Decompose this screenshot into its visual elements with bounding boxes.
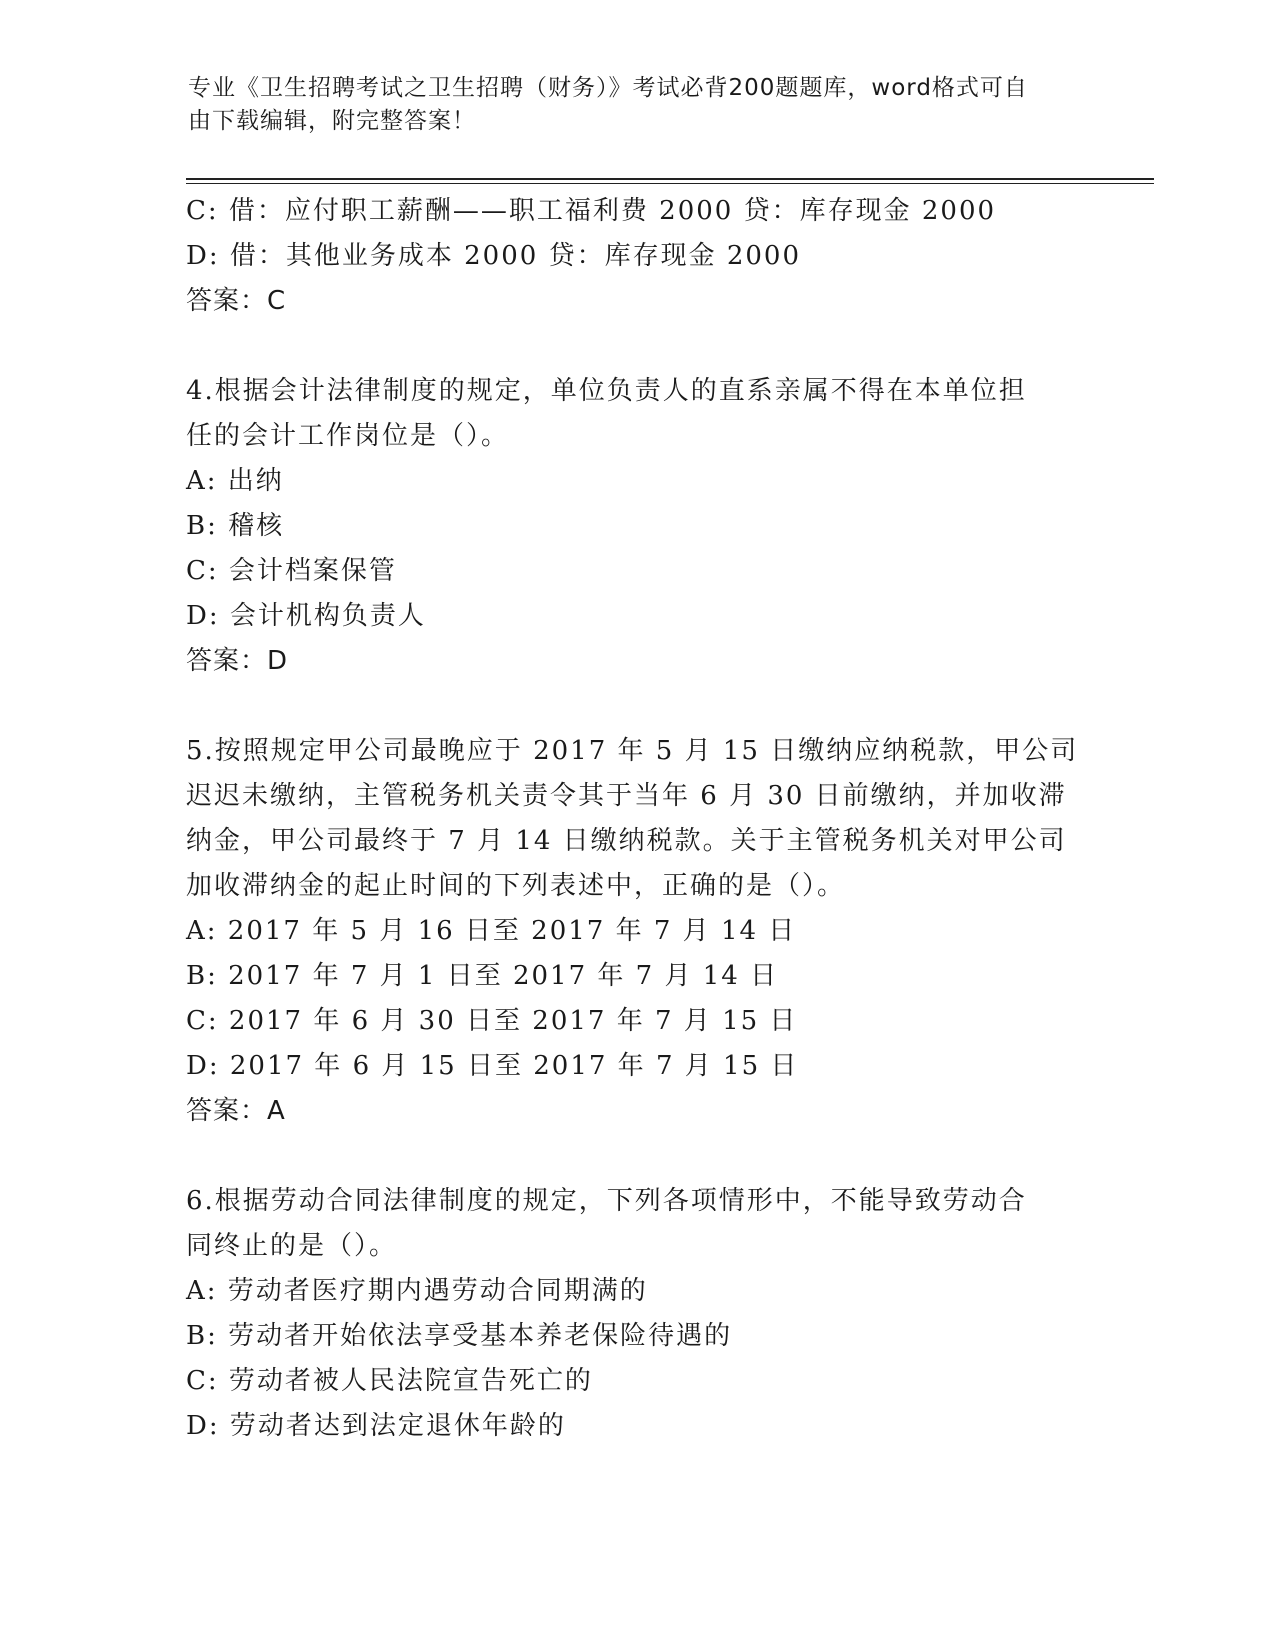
option-b: B: 2017 年 7 月 1 日至 2017 年 7 月 14 日 — [186, 961, 779, 991]
spacer — [186, 1134, 1086, 1179]
option-d: D: 借：其他业务成本 2000 贷：库存现金 2000 — [186, 241, 802, 271]
answer: 答案：C — [186, 286, 287, 316]
option-c: C: 借：应付职工薪酬——职工福利费 2000 贷：库存现金 2000 — [186, 196, 997, 226]
header-divider-thick — [186, 178, 1154, 180]
header-line-1: 专业《卫生招聘考试之卫生招聘（财务）》考试必背200题题库，word格式可自 — [188, 75, 1028, 101]
question-stem-line: 5.按照规定甲公司最晚应于 2017 年 5 月 15 日缴纳应纳税款，甲公司 — [186, 736, 1079, 766]
question-stem-line: 纳金，甲公司最终于 7 月 14 日缴纳税款。关于主管税务机关对甲公司 — [186, 826, 1067, 856]
question-4 — [186, 369, 1086, 684]
option-d: D: 劳动者达到法定退休年龄的 — [186, 1411, 566, 1441]
option-a: A: 出纳 — [186, 466, 284, 496]
question-5 — [186, 729, 1086, 1134]
answer: 答案：D — [186, 646, 289, 676]
option-a: A: 劳动者医疗期内遇劳动合同期满的 — [186, 1276, 648, 1306]
question-stem-line: 任的会计工作岗位是（）。 — [186, 421, 510, 451]
question-stem-line: 同终止的是（）。 — [186, 1231, 398, 1261]
question-stem-line: 加收滞纳金的起止时间的下列表述中，正确的是（）。 — [186, 871, 846, 901]
question-6 — [186, 1179, 1086, 1449]
question-list — [186, 189, 1086, 1449]
option-b: B: 劳动者开始依法享受基本养老保险待遇的 — [186, 1321, 733, 1351]
header-divider-thin — [186, 183, 1154, 184]
option-c: C: 劳动者被人民法院宣告死亡的 — [186, 1366, 593, 1396]
option-b: B: 稽核 — [186, 511, 285, 541]
question-stem-line: 迟迟未缴纳，主管税务机关责令其于当年 6 月 30 日前缴纳，并加收滞 — [186, 781, 1067, 811]
option-c: C: 2017 年 6 月 30 日至 2017 年 7 月 15 日 — [186, 1006, 798, 1036]
spacer — [186, 324, 1086, 369]
option-d: D: 2017 年 6 月 15 日至 2017 年 7 月 15 日 — [186, 1051, 799, 1081]
option-a: A: 2017 年 5 月 16 日至 2017 年 7 月 14 日 — [186, 916, 797, 946]
option-d: D: 会计机构负责人 — [186, 601, 426, 631]
question-stem-line: 4.根据会计法律制度的规定，单位负责人的直系亲属不得在本单位担 — [186, 376, 1027, 406]
question-3 — [186, 189, 1086, 324]
question-stem-line: 6.根据劳动合同法律制度的规定，下列各项情形中，不能导致劳动合 — [186, 1186, 1027, 1216]
spacer — [186, 684, 1086, 729]
option-c: C: 会计档案保管 — [186, 556, 397, 586]
header-line-2: 由下载编辑，附完整答案！ — [188, 108, 476, 134]
document-header — [188, 72, 1068, 138]
answer: 答案：A — [186, 1096, 286, 1126]
